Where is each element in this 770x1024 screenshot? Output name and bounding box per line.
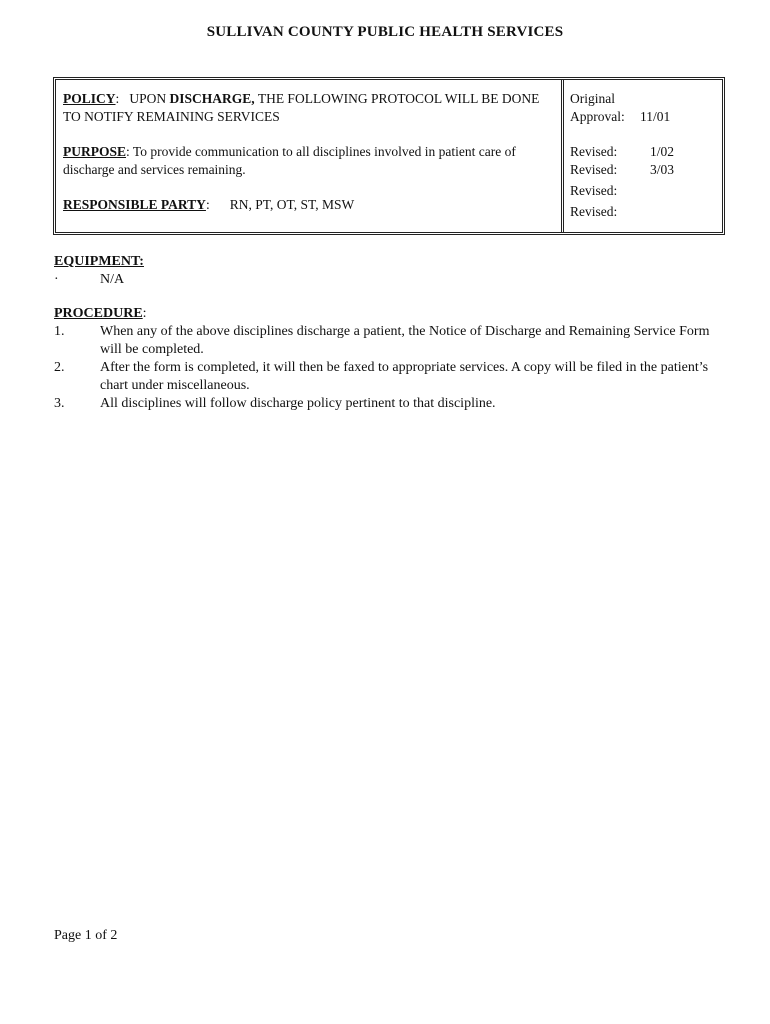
revision-label: Revised: bbox=[570, 144, 618, 159]
policy-text-1: UPON bbox=[129, 91, 170, 106]
procedure-section bbox=[54, 305, 734, 413]
approval-date: 11/01 bbox=[640, 109, 671, 124]
revision-row bbox=[570, 161, 716, 179]
purpose-text: : To provide communication to all disciplines involved in patient care of discharge and services remaining. bbox=[63, 144, 516, 177]
equipment-item-text: N/A bbox=[100, 272, 125, 287]
revision-row bbox=[570, 182, 716, 200]
bullet-icon: · bbox=[54, 272, 59, 287]
page-number: Page 1 of 2 bbox=[54, 928, 118, 943]
approval-label: Approval: bbox=[570, 109, 625, 124]
procedure-step bbox=[54, 395, 734, 413]
procedure-step bbox=[54, 323, 734, 359]
document-title: SULLIVAN COUNTY PUBLIC HEALTH SERVICES bbox=[206, 24, 564, 40]
policy-text-2: THE FOLLOWING PROTOCOL WILL BE DONE TO NOTIFY REMAINING SERVICES bbox=[63, 91, 540, 124]
step-text: When any of the above disciplines discharge a patient, the Notice of Discharge and Remaining Service Form will be completed. bbox=[100, 324, 710, 357]
procedure-step bbox=[54, 359, 734, 395]
policy-label: POLICY bbox=[63, 91, 116, 106]
revision-date: 3/03 bbox=[649, 162, 674, 177]
step-number: 3. bbox=[54, 396, 65, 411]
policy-text-bold: DISCHARGE, bbox=[169, 91, 255, 106]
responsible-value: RN, PT, OT, ST, MSW bbox=[229, 197, 355, 212]
equipment-heading: EQUIPMENT: bbox=[54, 254, 144, 269]
step-text: All disciplines will follow discharge policy pertinent to that discipline. bbox=[100, 396, 496, 411]
procedure-heading-sep: : bbox=[142, 306, 147, 321]
step-text: After the form is completed, it will then be faxed to appropriate services. A copy will be filed in the patient’s chart under miscellaneous. bbox=[100, 360, 709, 393]
revision-label: Revised: bbox=[570, 204, 618, 219]
procedure-heading: PROCEDURE bbox=[54, 306, 143, 321]
responsible-label: RESPONSIBLE PARTY bbox=[63, 197, 206, 212]
purpose-label: PURPOSE bbox=[63, 144, 127, 159]
equipment-item bbox=[54, 271, 144, 289]
revision-row bbox=[570, 143, 716, 161]
revision-label: Revised: bbox=[570, 183, 618, 198]
policy-label-sep: : bbox=[115, 91, 120, 106]
responsible-sep: : bbox=[205, 197, 210, 212]
policy-details-cell bbox=[56, 80, 564, 232]
policy-statement bbox=[63, 90, 555, 126]
responsible-party bbox=[63, 196, 555, 214]
approval-row bbox=[570, 108, 716, 126]
revision-date bbox=[634, 182, 674, 200]
revision-date bbox=[634, 203, 674, 221]
original-label: Original bbox=[570, 91, 615, 106]
purpose-statement bbox=[63, 143, 555, 179]
policy-table bbox=[53, 77, 725, 235]
approval-cell bbox=[564, 80, 722, 232]
step-number: 2. bbox=[54, 360, 65, 375]
revision-date: 1/02 bbox=[649, 144, 674, 159]
revision-label: Revised: bbox=[570, 162, 618, 177]
revision-row bbox=[570, 203, 716, 221]
equipment-section bbox=[54, 253, 144, 289]
step-number: 1. bbox=[54, 324, 65, 339]
